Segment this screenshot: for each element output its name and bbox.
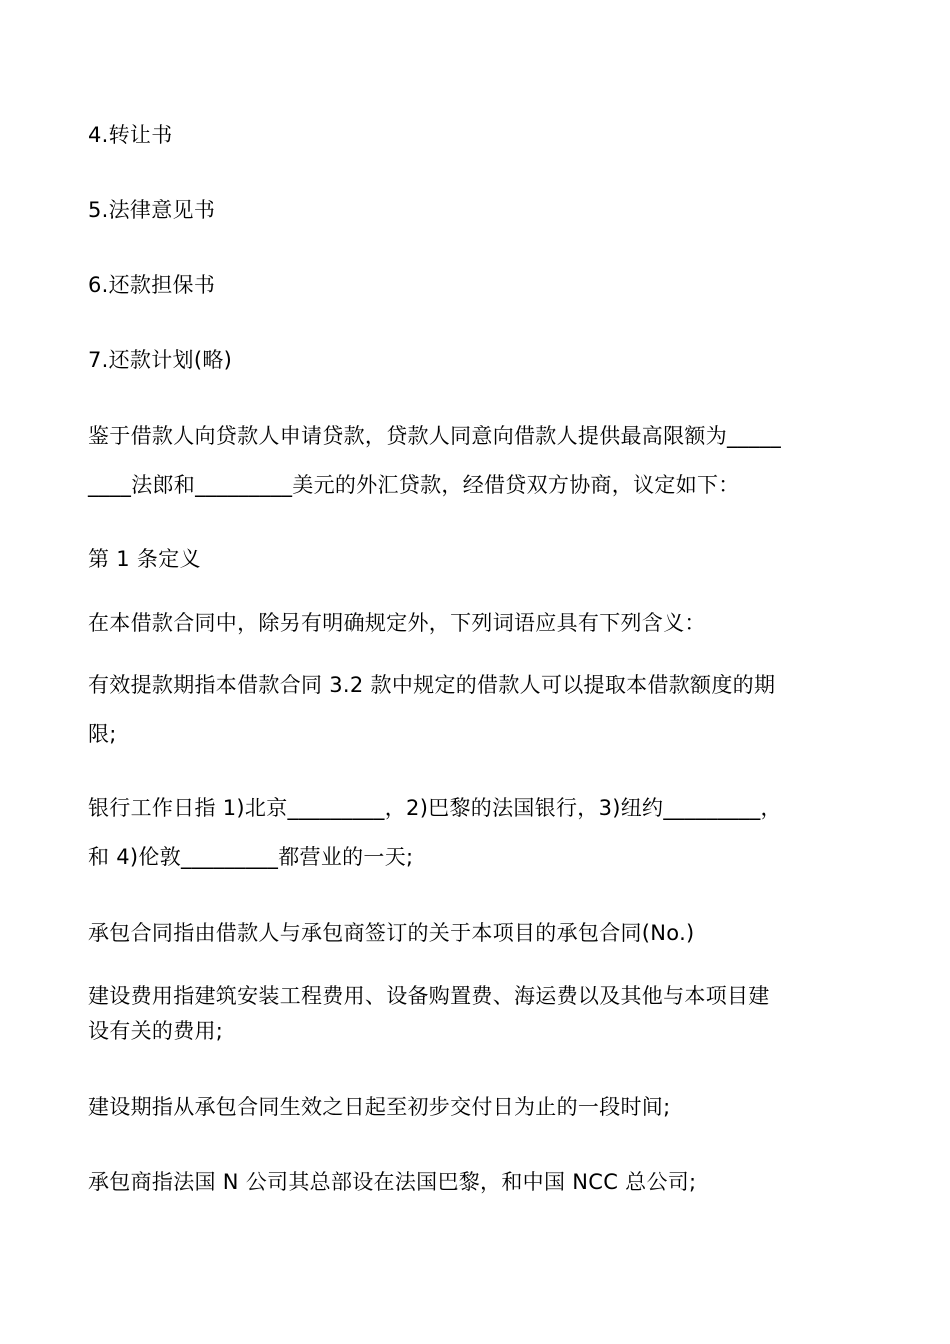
article-1-heading: 第 1 条定义 — [88, 547, 201, 571]
definition-banking-day-line-1: 银行工作日指 1)北京_________，2)巴黎的法国银行，3)纽约_________， — [88, 796, 782, 820]
attachment-item-7: 7.还款计划(略) — [88, 348, 233, 372]
definition-contractor: 承包商指法国 N 公司其总部设在法国巴黎，和中国 NCC 总公司; — [88, 1170, 697, 1194]
definition-banking-day-line-2: 和 4)伦敦_________都营业的一天; — [88, 845, 414, 869]
preamble-line-1: 鉴于借款人向贷款人申请贷款，贷款人同意向借款人提供最高限额为_____ — [88, 424, 781, 448]
definitions-intro: 在本借款合同中，除另有明确规定外，下列词语应具有下列含义： — [88, 611, 706, 635]
definition-contract: 承包合同指由借款人与承包商签订的关于本项目的承包合同(No.) — [88, 921, 695, 945]
preamble-line-2: ____法郎和_________美元的外汇贷款，经借贷双方协商，议定如下： — [88, 473, 740, 497]
definition-construction-cost-line-1: 建设费用指建筑安装工程费用、设备购置费、海运费以及其他与本项目建 — [88, 984, 770, 1008]
definition-drawdown-period-line-1: 有效提款期指本借款合同 3.2 款中规定的借款人可以提取本借款额度的期 — [88, 673, 776, 697]
attachment-item-6: 6.还款担保书 — [88, 273, 216, 297]
definition-construction-cost-line-2: 设有关的费用; — [88, 1019, 224, 1043]
definition-construction-period: 建设期指从承包合同生效之日起至初步交付日为止的一段时间; — [88, 1095, 671, 1119]
attachment-item-5: 5.法律意见书 — [88, 198, 216, 222]
attachment-item-4: 4.转让书 — [88, 123, 173, 147]
definition-drawdown-period-line-2: 限; — [88, 722, 117, 746]
